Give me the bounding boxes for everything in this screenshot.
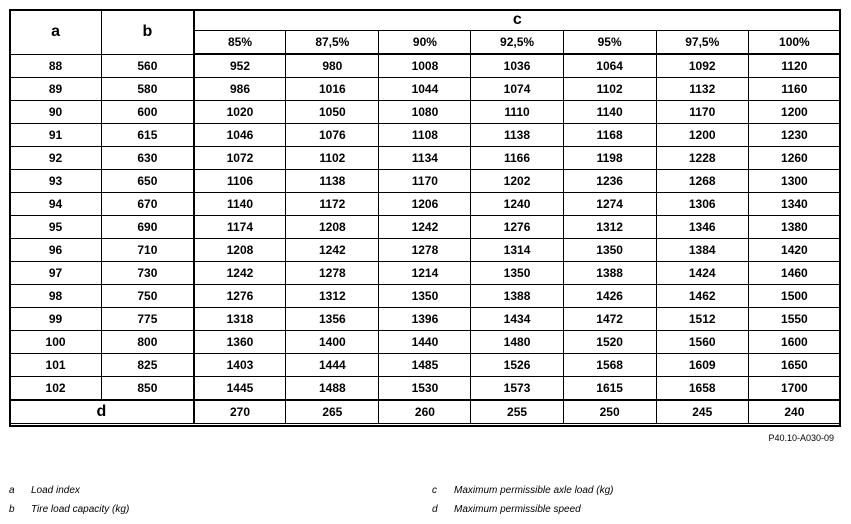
load-index-cell: 93	[10, 170, 102, 193]
axle-load-cell: 1166	[471, 147, 563, 170]
axle-load-cell: 1242	[194, 262, 286, 285]
axle-load-cell: 1445	[194, 377, 286, 401]
axle-load-cell: 1200	[656, 124, 748, 147]
table-row	[10, 262, 841, 285]
axle-load-cell: 1420	[748, 239, 840, 262]
speed-cell: 270	[194, 400, 286, 424]
axle-load-cell: 1512	[656, 308, 748, 331]
legend-text: Tire load capacity (kg)	[31, 504, 130, 515]
axle-load-cell: 1076	[286, 124, 379, 147]
axle-load-cell: 1380	[748, 216, 840, 239]
legend-text: Load index	[31, 485, 80, 496]
axle-load-cell: 1615	[563, 377, 656, 401]
axle-load-cell: 1016	[286, 78, 379, 101]
legend-text: Maximum permissible axle load (kg)	[454, 485, 614, 496]
table-row	[10, 354, 841, 377]
table-row	[10, 308, 841, 331]
axle-load-cell: 1312	[286, 285, 379, 308]
axle-load-cell: 1530	[379, 377, 471, 401]
axle-load-cell: 1268	[656, 170, 748, 193]
speed-cell: 240	[748, 400, 840, 424]
axle-load-cell: 1658	[656, 377, 748, 401]
axle-load-cell: 1108	[379, 124, 471, 147]
speed-row	[10, 400, 841, 424]
speed-cell: 265	[286, 400, 379, 424]
axle-load-cell: 1276	[471, 216, 563, 239]
axle-load-cell: 1560	[656, 331, 748, 354]
table-row	[10, 285, 841, 308]
axle-load-cell: 1462	[656, 285, 748, 308]
axle-load-cell: 1072	[194, 147, 286, 170]
tire-capacity-cell: 580	[102, 78, 194, 101]
percent-header: 92,5%	[471, 31, 563, 55]
tire-capacity-cell: 710	[102, 239, 194, 262]
load-index-cell: 94	[10, 193, 102, 216]
axle-load-cell: 1074	[471, 78, 563, 101]
axle-load-cell: 1426	[563, 285, 656, 308]
axle-load-cell: 986	[194, 78, 286, 101]
axle-load-cell: 1140	[194, 193, 286, 216]
axle-load-cell: 1278	[286, 262, 379, 285]
axle-load-cell: 1350	[471, 262, 563, 285]
axle-load-cell: 1550	[748, 308, 840, 331]
table-row	[10, 193, 841, 216]
axle-load-cell: 1242	[379, 216, 471, 239]
tire-capacity-cell: 800	[102, 331, 194, 354]
table-row	[10, 124, 841, 147]
legend-key: c	[432, 485, 437, 496]
legend-key: b	[9, 504, 15, 515]
axle-load-cell: 1198	[563, 147, 656, 170]
table-row	[10, 54, 841, 78]
load-index-cell: 92	[10, 147, 102, 170]
load-index-cell: 99	[10, 308, 102, 331]
axle-load-cell: 1134	[379, 147, 471, 170]
header-d: d	[10, 400, 194, 424]
axle-load-cell: 1140	[563, 101, 656, 124]
axle-load-cell: 1230	[748, 124, 840, 147]
percent-header: 97,5%	[656, 31, 748, 55]
axle-load-cell: 1170	[379, 170, 471, 193]
tire-capacity-cell: 560	[102, 54, 194, 78]
axle-load-cell: 1312	[563, 216, 656, 239]
legend-item-d	[432, 504, 581, 515]
axle-load-cell: 1388	[471, 285, 563, 308]
legend-item-b	[9, 504, 129, 515]
axle-load-cell: 1480	[471, 331, 563, 354]
load-index-cell: 102	[10, 377, 102, 401]
axle-load-cell: 1444	[286, 354, 379, 377]
axle-load-cell: 1350	[379, 285, 471, 308]
header-b: b	[102, 10, 194, 55]
axle-load-cell: 1460	[748, 262, 840, 285]
axle-load-cell: 1424	[656, 262, 748, 285]
reference-code: P40.10-A030-09	[768, 433, 834, 443]
axle-load-cell: 1340	[748, 193, 840, 216]
tire-capacity-cell: 690	[102, 216, 194, 239]
axle-load-cell: 1472	[563, 308, 656, 331]
axle-load-cell: 1526	[471, 354, 563, 377]
axle-load-cell: 1200	[748, 101, 840, 124]
speed-cell: 255	[471, 400, 563, 424]
load-index-cell: 89	[10, 78, 102, 101]
axle-load-cell: 1110	[471, 101, 563, 124]
axle-load-cell: 1356	[286, 308, 379, 331]
axle-load-cell: 1346	[656, 216, 748, 239]
table-row	[10, 170, 841, 193]
axle-load-cell: 980	[286, 54, 379, 78]
axle-load-cell: 1306	[656, 193, 748, 216]
header-c: c	[194, 10, 841, 31]
legend-key: d	[432, 504, 438, 515]
table-row	[10, 216, 841, 239]
tire-capacity-cell: 650	[102, 170, 194, 193]
table-row	[10, 331, 841, 354]
axle-load-cell: 1350	[563, 239, 656, 262]
axle-load-cell: 1388	[563, 262, 656, 285]
axle-load-cell: 1228	[656, 147, 748, 170]
speed-cell: 250	[563, 400, 656, 424]
axle-load-cell: 1400	[286, 331, 379, 354]
axle-load-cell: 1174	[194, 216, 286, 239]
axle-load-cell: 1202	[471, 170, 563, 193]
axle-load-cell: 1396	[379, 308, 471, 331]
legend-item-c	[432, 485, 614, 496]
axle-load-cell: 1106	[194, 170, 286, 193]
legend-key: a	[9, 485, 15, 496]
percent-header: 95%	[563, 31, 656, 55]
tire-capacity-cell: 750	[102, 285, 194, 308]
axle-load-cell: 1242	[286, 239, 379, 262]
speed-cell: 245	[656, 400, 748, 424]
axle-load-cell: 1132	[656, 78, 748, 101]
tire-capacity-cell: 850	[102, 377, 194, 401]
load-capacity-table	[9, 9, 841, 424]
axle-load-cell: 1240	[471, 193, 563, 216]
tire-capacity-cell: 775	[102, 308, 194, 331]
percent-header: 85%	[194, 31, 286, 55]
axle-load-cell: 1170	[656, 101, 748, 124]
axle-load-cell: 1138	[471, 124, 563, 147]
axle-load-cell: 1008	[379, 54, 471, 78]
load-index-cell: 98	[10, 285, 102, 308]
axle-load-cell: 1092	[656, 54, 748, 78]
axle-load-cell: 1434	[471, 308, 563, 331]
axle-load-cell: 1046	[194, 124, 286, 147]
percent-header: 90%	[379, 31, 471, 55]
axle-load-cell: 1208	[194, 239, 286, 262]
axle-load-cell: 1214	[379, 262, 471, 285]
table-row	[10, 78, 841, 101]
axle-load-cell: 1500	[748, 285, 840, 308]
axle-load-cell: 1403	[194, 354, 286, 377]
axle-load-cell: 1650	[748, 354, 840, 377]
table-row	[10, 101, 841, 124]
load-index-cell: 90	[10, 101, 102, 124]
tire-capacity-cell: 615	[102, 124, 194, 147]
speed-cell: 260	[379, 400, 471, 424]
tire-capacity-cell: 600	[102, 101, 194, 124]
axle-load-cell: 1036	[471, 54, 563, 78]
axle-load-cell: 1274	[563, 193, 656, 216]
axle-load-cell: 1172	[286, 193, 379, 216]
axle-load-cell: 1360	[194, 331, 286, 354]
percent-header: 87,5%	[286, 31, 379, 55]
axle-load-cell: 1080	[379, 101, 471, 124]
header-a: a	[10, 10, 102, 55]
load-index-cell: 100	[10, 331, 102, 354]
load-index-cell: 101	[10, 354, 102, 377]
tire-capacity-cell: 825	[102, 354, 194, 377]
load-index-cell: 96	[10, 239, 102, 262]
axle-load-cell: 1300	[748, 170, 840, 193]
table-row	[10, 147, 841, 170]
load-index-cell: 95	[10, 216, 102, 239]
axle-load-cell: 1440	[379, 331, 471, 354]
table-row	[10, 377, 841, 401]
axle-load-cell: 1700	[748, 377, 840, 401]
axle-load-cell: 1384	[656, 239, 748, 262]
axle-load-cell: 1520	[563, 331, 656, 354]
legend-item-a	[9, 485, 80, 496]
axle-load-cell: 1260	[748, 147, 840, 170]
axle-load-cell: 1488	[286, 377, 379, 401]
axle-load-cell: 1568	[563, 354, 656, 377]
axle-load-cell: 1020	[194, 101, 286, 124]
axle-load-cell: 1236	[563, 170, 656, 193]
tire-capacity-cell: 730	[102, 262, 194, 285]
axle-load-cell: 1573	[471, 377, 563, 401]
axle-load-cell: 1278	[379, 239, 471, 262]
axle-load-cell: 1102	[563, 78, 656, 101]
legend-text: Maximum permissible speed	[454, 504, 581, 515]
axle-load-cell: 1609	[656, 354, 748, 377]
axle-load-cell: 1064	[563, 54, 656, 78]
tire-capacity-cell: 630	[102, 147, 194, 170]
axle-load-cell: 952	[194, 54, 286, 78]
load-index-cell: 88	[10, 54, 102, 78]
load-index-cell: 97	[10, 262, 102, 285]
axle-load-cell: 1160	[748, 78, 840, 101]
axle-load-cell: 1208	[286, 216, 379, 239]
axle-load-cell: 1044	[379, 78, 471, 101]
axle-load-cell: 1314	[471, 239, 563, 262]
tire-capacity-cell: 670	[102, 193, 194, 216]
percent-header: 100%	[748, 31, 840, 55]
axle-load-cell: 1050	[286, 101, 379, 124]
axle-load-cell: 1206	[379, 193, 471, 216]
table-row	[10, 239, 841, 262]
axle-load-cell: 1318	[194, 308, 286, 331]
axle-load-cell: 1120	[748, 54, 840, 78]
axle-load-cell: 1168	[563, 124, 656, 147]
axle-load-cell: 1138	[286, 170, 379, 193]
axle-load-cell: 1600	[748, 331, 840, 354]
load-index-cell: 91	[10, 124, 102, 147]
axle-load-cell: 1485	[379, 354, 471, 377]
axle-load-cell: 1276	[194, 285, 286, 308]
axle-load-cell: 1102	[286, 147, 379, 170]
